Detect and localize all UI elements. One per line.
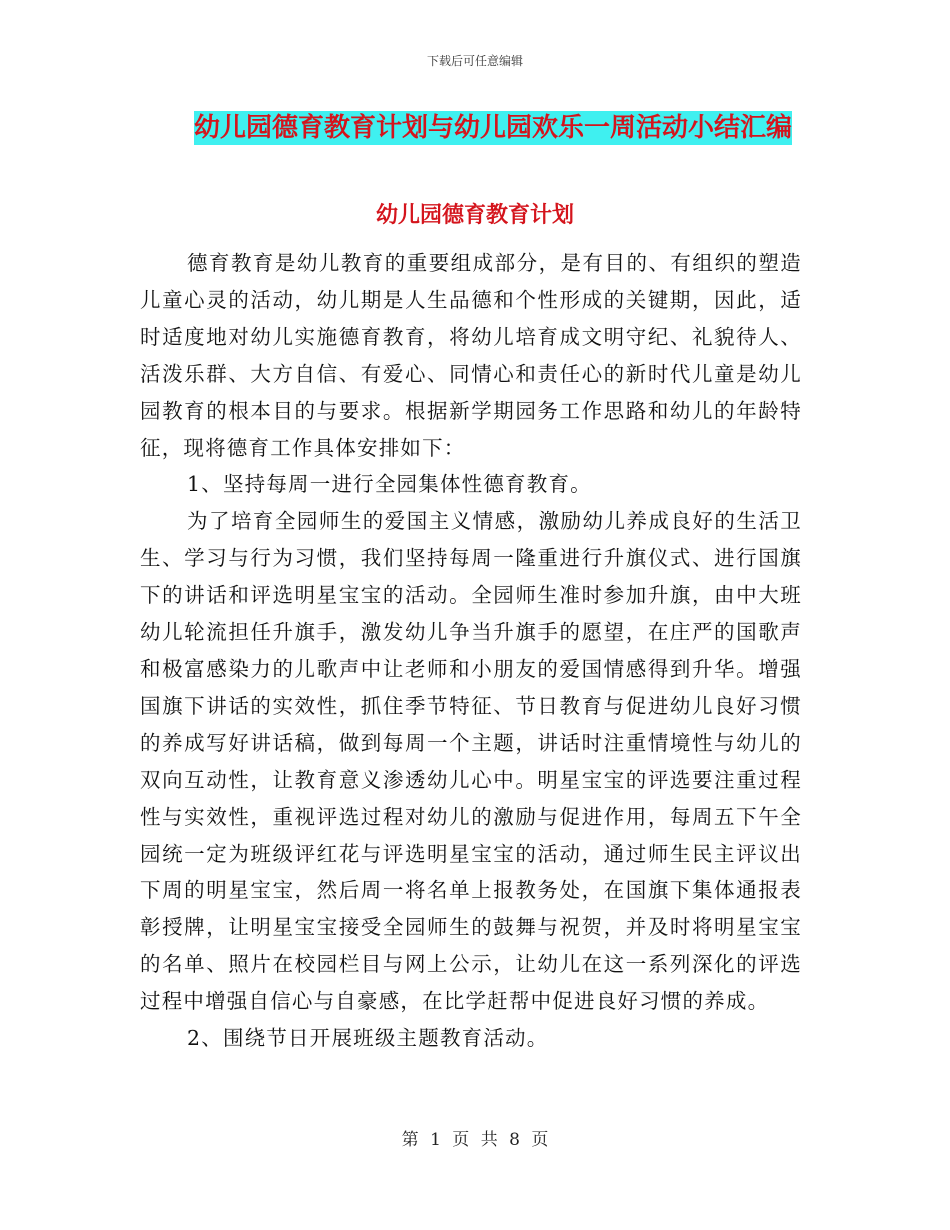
section-title: 幼儿园德育教育计划 [375, 203, 574, 228]
document-title-container [194, 111, 802, 145]
paragraph-item-1-heading: 1、坚持每周一进行全园集体性德育教育。 [187, 472, 592, 497]
document-body [140, 245, 802, 1057]
paragraph-intro: 德育教育是幼儿教育的重要组成部分，是有目的、有组织的塑造儿童心灵的活动，幼儿期是人生品德和个性形成的关键期，因此，适时适度地对幼儿实施德育教育，将幼儿培育成文明守纪、礼貌待人、活泼乐群、大方自信、有爱心、同情心和责任心的新时代儿童是幼儿园教育的根本目的与要求。根据新学期园务工作思路和幼儿的年龄特征，现将德育工作具体安排如下： [140, 251, 802, 460]
document-title: 幼儿园德育教育计划与幼儿园欢乐一周活动小结汇编 [194, 113, 793, 143]
paragraph-item-2-heading: 2、围绕节日开展班级主题教育活动。 [187, 1026, 549, 1051]
page-number-footer: 第 1 页 共 8 页 [401, 1130, 549, 1150]
page-header-note: 下载后可任意编辑 [426, 54, 523, 68]
paragraph-item-1-body: 为了培育全园师生的爱国主义情感，激励幼儿养成良好的生活卫生、学习与行为习惯，我们坚持每周一隆重进行升旗仪式、进行国旗下的讲话和评选明星宝宝的活动。全园师生准时参加升旗，由中大班幼儿轮流担任升旗手，激发幼儿争当升旗手的愿望，在庄严的国歌声和极富感染力的儿歌声中让老师和小朋友的爱国情感得到升华。增强国旗下讲话的实效性，抓住季节特征、节日教育与促进幼儿良好习惯的养成写好讲话稿，做到每周一个主题，讲话时注重情境性与幼儿的双向互动性，让教育意义渗透幼儿心中。明星宝宝的评选要注重过程性与实效性，重视评选过程对幼儿的激励与促进作用，每周五下午全园统一定为班级评红花与评选明星宝宝的活动，通过师生民主评议出下周的明星宝宝，然后周一将名单上报教务处，在国旗下集体通报表彰授牌，让明星宝宝接受全园师生的鼓舞与祝贺，并及时将明星宝宝的名单、照片在校园栏目与网上公示，让幼儿在这一系列深化的评选过程中增强自信心与自豪感，在比学赶帮中促进良好习惯的养成。 [140, 509, 802, 1014]
